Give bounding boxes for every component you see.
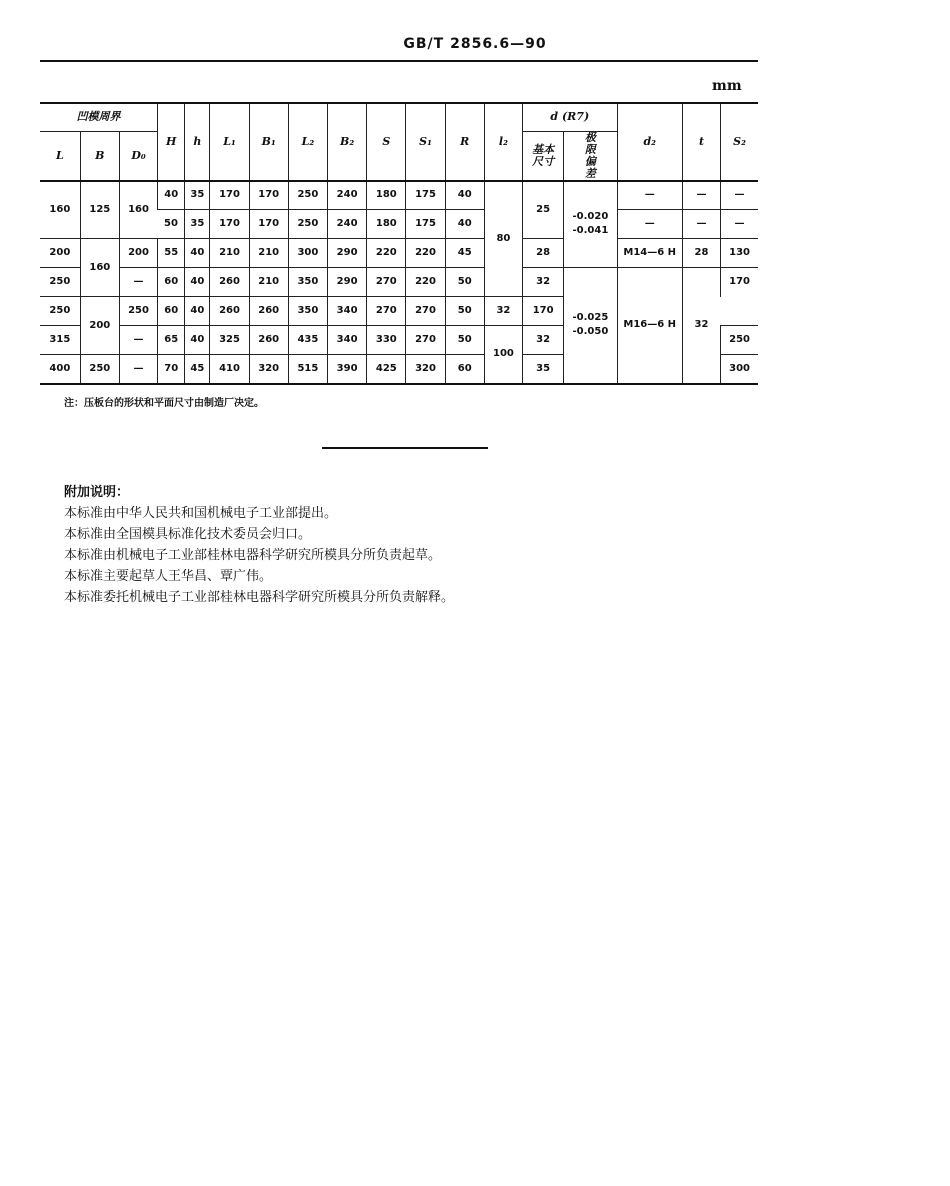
header-B: B <box>80 131 119 181</box>
header-h: h <box>185 103 210 181</box>
cell-L1: 410 <box>210 355 249 384</box>
cell-B: 250 <box>80 355 119 384</box>
additional-notes-title: 附加说明： <box>64 485 130 500</box>
cell-B1: 210 <box>249 239 288 268</box>
cell-B1: 210 <box>249 268 288 297</box>
cell-R: 50 <box>445 268 484 297</box>
additional-note-line: 本标准委托机械电子工业部桂林电器科学研究所模具分所负责解释。 <box>64 590 455 605</box>
cell-B2: 290 <box>328 239 367 268</box>
cell-L: 400 <box>40 355 80 384</box>
cell-H: 55 <box>158 239 185 268</box>
cell-B2: 340 <box>328 297 367 326</box>
cell-R: 45 <box>445 239 484 268</box>
cell-tolerance-2 <box>564 268 617 384</box>
cell-D0: — <box>119 355 157 384</box>
cell-B: 125 <box>80 181 119 239</box>
cell-B1: 170 <box>249 181 288 210</box>
header-S1: S₁ <box>406 103 445 181</box>
cell-tolerance-1 <box>564 181 617 268</box>
cell-L: 250 <box>40 268 80 297</box>
cell-S1: 270 <box>406 297 445 326</box>
header-S: S <box>367 103 406 181</box>
table-note: 注：压板台的形状和平面尺寸由制造厂决定。 <box>64 398 264 409</box>
cell-S2: 170 <box>523 297 564 326</box>
cell-S1: 175 <box>406 210 445 239</box>
header-d-r7: d (R7) <box>523 103 618 131</box>
cell-L: 315 <box>40 326 80 355</box>
cell-L1: 260 <box>210 297 249 326</box>
cell-h: 45 <box>185 355 210 384</box>
cell-B: 200 <box>80 297 119 355</box>
cell-H: 70 <box>158 355 185 384</box>
header-die-bound: 凹模周界 <box>40 103 158 131</box>
cell-B2: 240 <box>328 210 367 239</box>
cell-S: 270 <box>367 268 406 297</box>
cell-S1: 270 <box>406 326 445 355</box>
cell-S2: 300 <box>721 355 758 384</box>
cell-t: 28 <box>682 239 720 268</box>
cell-d2: — <box>617 181 682 210</box>
cell-L2: 350 <box>288 268 327 297</box>
header-R: R <box>445 103 484 181</box>
additional-note-line: 本标准由中华人民共和国机械电子工业部提出。 <box>64 506 338 521</box>
unit-label: mm <box>712 78 742 94</box>
header-B2: B₂ <box>328 103 367 181</box>
cell-R: 40 <box>445 181 484 210</box>
cell-L: 160 <box>40 181 80 239</box>
cell-S: 220 <box>367 239 406 268</box>
cell-D0: 250 <box>119 297 157 326</box>
cell-D0: 160 <box>119 181 157 239</box>
cell-l2: 100 <box>484 326 522 384</box>
header-B1: B₁ <box>249 103 288 181</box>
header-S2: S₂ <box>721 103 758 181</box>
cell-L2: 435 <box>288 326 327 355</box>
cell-S2: 250 <box>721 326 758 355</box>
cell-L2: 515 <box>288 355 327 384</box>
header-limit-deviation: 极限偏差 <box>564 131 617 181</box>
cell-B2: 390 <box>328 355 367 384</box>
cell-L2: 250 <box>288 210 327 239</box>
cell-B1: 260 <box>249 297 288 326</box>
tolerance-lower: -0.041 <box>572 225 609 237</box>
additional-notes <box>64 482 454 608</box>
cell-H: 60 <box>158 297 185 326</box>
header-d2: d₂ <box>617 103 682 181</box>
cell-h: 40 <box>185 326 210 355</box>
cell-S1: 220 <box>406 239 445 268</box>
cell-t: — <box>682 210 720 239</box>
cell-d2: M16—6 H <box>617 268 682 384</box>
cell-S2: — <box>721 181 758 210</box>
cell-B2: 340 <box>328 326 367 355</box>
cell-h: 40 <box>185 239 210 268</box>
section-separator <box>322 447 488 449</box>
cell-t: 32 <box>682 268 720 384</box>
cell-h: 35 <box>185 210 210 239</box>
cell-R: 60 <box>445 355 484 384</box>
cell-L1: 210 <box>210 239 249 268</box>
header-L2: L₂ <box>288 103 327 181</box>
cell-B2: 240 <box>328 181 367 210</box>
cell-S: 270 <box>367 297 406 326</box>
header-t: t <box>682 103 720 181</box>
cell-L2: 300 <box>288 239 327 268</box>
cell-L1: 260 <box>210 268 249 297</box>
cell-H: 60 <box>158 268 185 297</box>
cell-d-basic: 32 <box>484 297 522 326</box>
cell-R: 50 <box>445 297 484 326</box>
cell-S1: 320 <box>406 355 445 384</box>
table-row <box>40 181 758 210</box>
cell-L1: 325 <box>210 326 249 355</box>
cell-S2: 170 <box>721 268 758 297</box>
cell-S: 330 <box>367 326 406 355</box>
cell-B1: 170 <box>249 210 288 239</box>
cell-S2: — <box>721 210 758 239</box>
cell-L: 250 <box>40 297 80 326</box>
cell-l2: 80 <box>484 181 522 297</box>
cell-d-basic: 25 <box>523 181 564 239</box>
cell-d-basic: 32 <box>523 268 564 297</box>
standard-code-header: GB/T 2856.6—90 <box>403 36 547 52</box>
additional-note-line: 本标准由机械电子工业部桂林电器科学研究所模具分所负责起草。 <box>64 548 442 563</box>
cell-B1: 320 <box>249 355 288 384</box>
header-D0: D₀ <box>119 131 157 181</box>
cell-H: 50 <box>158 210 185 239</box>
cell-S: 180 <box>367 210 406 239</box>
cell-d-basic: 35 <box>523 355 564 384</box>
table-row <box>40 239 758 268</box>
tolerance-lower: -0.050 <box>572 326 609 338</box>
cell-S1: 175 <box>406 181 445 210</box>
cell-L1: 170 <box>210 181 249 210</box>
cell-H: 65 <box>158 326 185 355</box>
cell-D0: — <box>119 326 157 355</box>
cell-S: 180 <box>367 181 406 210</box>
header-H: H <box>158 103 185 181</box>
cell-L1: 170 <box>210 210 249 239</box>
tolerance-upper: -0.025 <box>572 312 609 324</box>
cell-B1: 260 <box>249 326 288 355</box>
cell-S2: 130 <box>721 239 758 268</box>
cell-h: 35 <box>185 181 210 210</box>
cell-d-basic: 32 <box>523 326 564 355</box>
header-basic-size: 基本尺寸 <box>523 131 564 181</box>
cell-B2: 290 <box>328 268 367 297</box>
table-row <box>40 268 758 297</box>
cell-S: 425 <box>367 355 406 384</box>
additional-note-line: 本标准由全国模具标准化技术委员会归口。 <box>64 527 312 542</box>
cell-B: 160 <box>80 239 119 297</box>
cell-D0: — <box>119 268 157 297</box>
cell-L: 200 <box>40 239 80 268</box>
cell-S1: 220 <box>406 268 445 297</box>
header-rule <box>40 60 758 62</box>
cell-d2: — <box>617 210 682 239</box>
cell-L2: 350 <box>288 297 327 326</box>
cell-d-basic: 28 <box>523 239 564 268</box>
additional-note-line: 本标准主要起草人王华昌、覃广伟。 <box>64 569 273 584</box>
cell-L2: 250 <box>288 181 327 210</box>
tolerance-upper: -0.020 <box>572 211 609 223</box>
cell-h: 40 <box>185 268 210 297</box>
cell-t: — <box>682 181 720 210</box>
cell-D0: 200 <box>119 239 157 268</box>
cell-h: 40 <box>185 297 210 326</box>
header-l2: l₂ <box>484 103 522 181</box>
header-L: L <box>40 131 80 181</box>
cell-d2: M14—6 H <box>617 239 682 268</box>
cell-R: 40 <box>445 210 484 239</box>
header-L1: L₁ <box>210 103 249 181</box>
dimension-table <box>40 102 758 385</box>
cell-R: 50 <box>445 326 484 355</box>
cell-H: 40 <box>158 181 185 210</box>
